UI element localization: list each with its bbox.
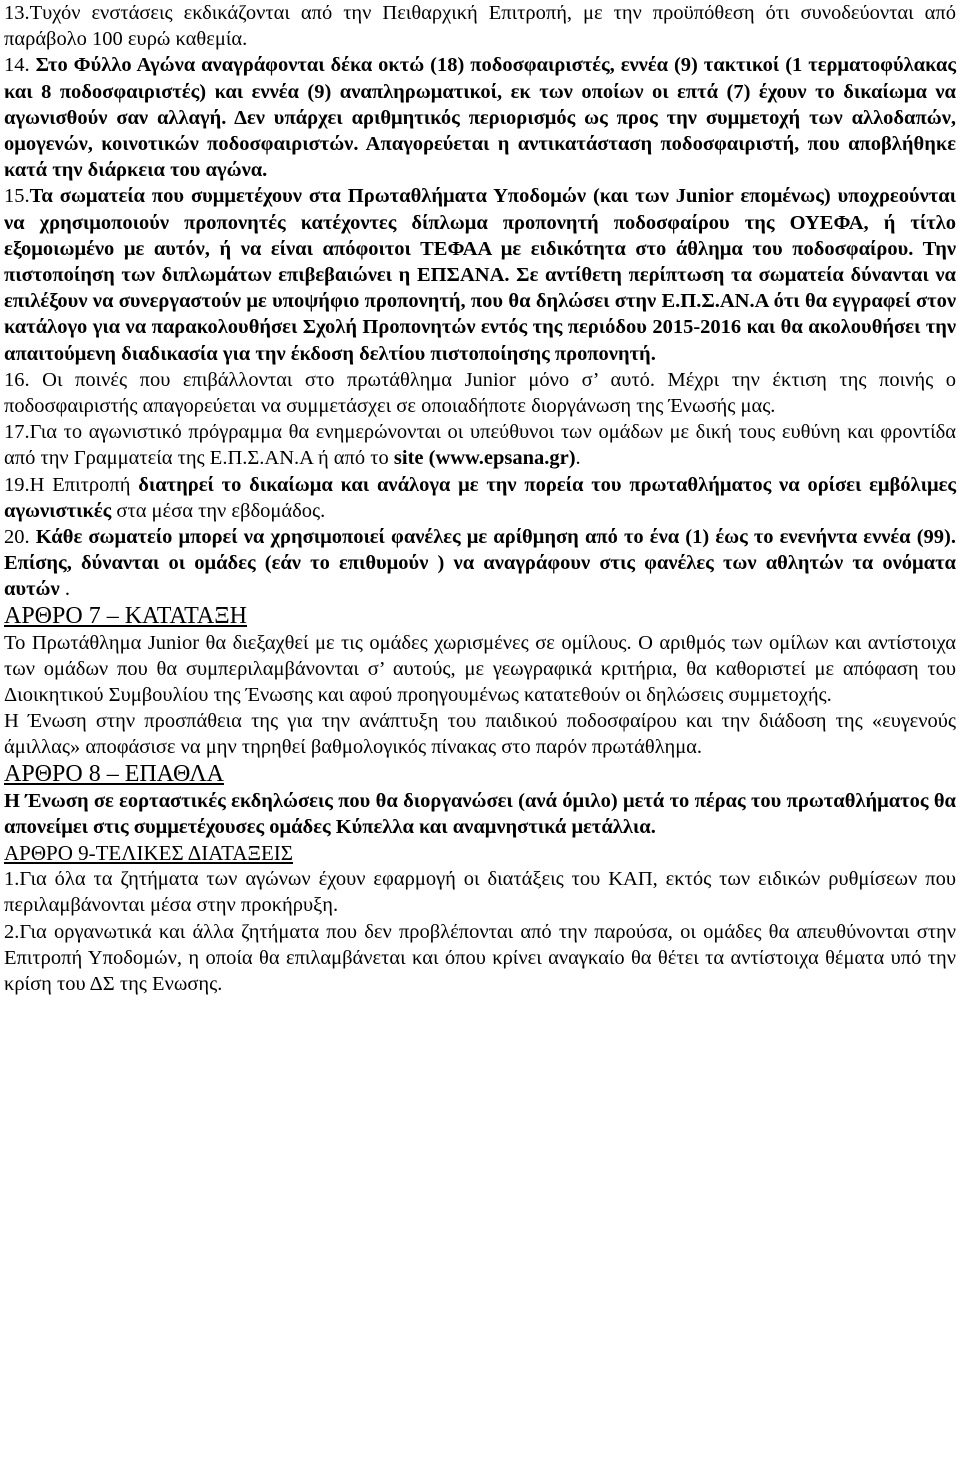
paragraph-17-site: site (www.epsana.gr) [393, 447, 576, 470]
article-8-paragraph-1-text: Η Ένωση σε εορταστικές εκδηλώσεις που θα διοργανώσει (ανά όμιλο) μετά το πέρας του πρωταθλήματος θα απονείμει στις συμμετέχουσες ομάδες Κύπελλα και αναμνηστικά μετάλλια. [4, 789, 956, 838]
paragraph-20-number: 20. [4, 526, 36, 549]
paragraph-15-number: 15. [4, 185, 30, 208]
paragraph-14-number: 14. [4, 54, 36, 77]
paragraph-19-start: 19.Η Επιτροπή [4, 473, 139, 496]
paragraph-20-text: Κάθε σωματείο μπορεί να χρησιμοποιεί φανέλες με αρίθμηση από το ένα (1) έως το ενενήντα εννέα (99). Επίσης, δύνανται οι ομάδες (εάν το επιθυμούν ) να αναγράφουν στις φανέλες των αθλητών τα ονόματα αυτών [4, 526, 956, 601]
paragraph-15-text: Τα σωματεία που συμμετέχουν στα Πρωταθλήματα Υποδομών (και των Junior επομένως) υποχρεούνται να χρησιμοποιούν προπονητές κατέχοντες δίπλωμα προπονητή ποδοσφαίρου της ΟΥΕΦΑ, ή τίτλο εξομοιωμένο με αυτόν, ή να είναι απόφοιτοι ΤΕΦΑΑ με ειδικότητα στο άθλημα του ποδοσφαίρου. Την πιστοποίηση των διπλωμάτων επιβεβαιώνει η ΕΠΣΑΝΑ. Σε αντίθετη περίπτωση τα σωματεία δύνανται να επιλέξουν να συνεργαστούν με υποψήφιο προπονητή, που θα δηλώσει στην Ε.Π.Σ.ΑΝ.Α ότι θα εγγραφεί στον κατάλογο για να παρακολουθήσει Σχολή Προπονητών εντός της περιόδου 2015-2016 και θα ακολουθήσει την απαιτούμενη διαδικασία για την έκδοση δελτίου πιστοποίησης προπονητή. [4, 185, 956, 365]
paragraph-19-end: στα μέσα την εβδομάδος. [111, 499, 326, 522]
article-7-paragraph-2: Η Ένωση στην προσπάθεια της για την ανάπτυξη του παιδικού ποδοσφαίρου και την διάδοση της «ευγενούς άμιλλας» αποφάσισε να μην τηρηθεί βαθμολογικός πίνακας στο παρόν πρωτάθλημα. [4, 710, 956, 759]
article-9-paragraph-2: 2.Για οργανωτικά και άλλα ζητήματα που δεν προβλέπονται από την παρούσα, οι ομάδες θα απευθύνονται στην Επιτροπή Υποδομών, η οποία θα επιλαμβάνεται και όπου κρίνει αναγκαίο θα θέτει τα αντίστοιχα θέματα υπό την κρίση του ΔΣ της Ενωσης. [4, 920, 956, 995]
article-8-paragraph-1 [4, 788, 956, 840]
paragraph-14 [4, 52, 956, 183]
article-9-paragraph-1: 1.Για όλα τα ζητήματα των αγώνων έχουν εφαρμογή οι διατάξεις του ΚΑΠ, εκτός των ειδικών ρυθμίσεων που περιλαμβάνονται μέσα στην προκήρυξη. [4, 868, 956, 917]
paragraph-13: 13.Τυχόν ενστάσεις εκδικάζονται από την Πειθαρχική Επιτροπή, με την προϋπόθεση ότι συνοδεύονται από παράβολο 100 ευρώ καθεμία. [4, 2, 956, 51]
article-7-heading: ΑΡΘΡΟ 7 – ΚΑΤΑΤΑΞΗ [4, 602, 247, 629]
paragraph-17-text: 17.Για το αγωνιστικό πρόγραμμα θα ενημερώνονται οι υπεύθυνοι των ομάδων με δική τους ευθύνη και φροντίδα από την Γραμματεία της Ε.Π.Σ.ΑΝ.Α ή από το [4, 421, 956, 470]
paragraph-17 [4, 419, 956, 471]
paragraph-20 [4, 524, 956, 603]
paragraph-15 [4, 183, 956, 366]
paragraph-20-end: . [59, 578, 70, 601]
paragraph-16: 16. Οι ποινές που επιβάλλονται στο πρωτάθλημα Junior μόνο σ’ αυτό. Μέχρι την έκτιση της ποινής ο ποδοσφαιριστής απαγορεύεται να συμμετάσχει σε οποιαδήποτε διοργάνωση της Ένωσής μας. [4, 368, 956, 418]
paragraph-17-end: . [575, 447, 581, 470]
paragraph-19 [4, 472, 956, 524]
article-8-heading: ΑΡΘΡΟ 8 – ΕΠΑΘΛΑ [4, 760, 224, 787]
paragraph-14-text: Στο Φύλλο Αγώνα αναγράφονται δέκα οκτώ (18) ποδοσφαιριστές, εννέα (9) τακτικοί (1 τερματοφύλακας και 8 ποδοσφαιριστές) και εννέα (9) αναπληρωματικοί, εκ των οποίων οι επτά (7) έχουν το δικαίωμα να αγωνισθούν σαν αλλαγή. Δεν υπάρχει αριθμητικός περιορισμός ως προς την συμμετοχή των αλλοδαπών, ομογενών, κοινοτικών ποδοσφαιριστών. Απαγορεύεται η αντικατάσταση ποδοσφαιριστή, που αποβλήθηκε κατά την διάρκεια του αγώνα. [4, 54, 957, 182]
paragraph-19-bold: διατηρεί το δικαίωμα και ανάλογα με την πορεία του πρωταθλήματος να ορίσει εμβόλιμες αγωνιστικές [4, 473, 956, 522]
article-7-paragraph-1: Το Πρωτάθλημα Junior θα διεξαχθεί με τις ομάδες χωρισμένες σε ομίλους. Ο αριθμός των ομίλων και αντίστοιχα των ομάδων που θα συμπεριλαμβάνονται σ’ αυτούς, με γεωγραφικά κριτήρια, θα καθοριστεί με απόφαση του Διοικητικού Συμβουλίου της Ένωσης και αφού προηγουμένως κατατεθούν οι δηλώσεις συμμετοχής. [4, 631, 956, 707]
article-9-heading: ΑΡΘΡΟ 9-ΤΕΛΙΚΕΣ ΔΙΑΤΑΞΕΙΣ [4, 841, 293, 866]
document-page [4, 0, 956, 997]
